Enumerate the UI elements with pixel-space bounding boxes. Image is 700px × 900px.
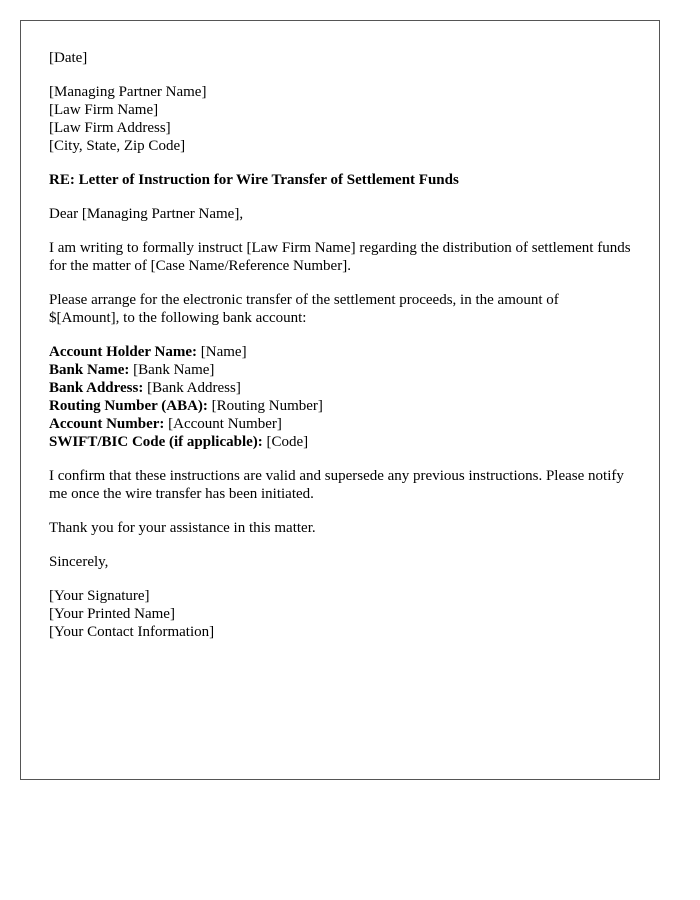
bank-detail-value: [Name] bbox=[197, 344, 247, 360]
salutation: Dear [Managing Partner Name], bbox=[49, 206, 244, 222]
bank-detail-row bbox=[49, 361, 631, 379]
contact-info-line: [Your Contact Information] bbox=[49, 624, 215, 640]
bank-detail-label: Bank Address: bbox=[49, 380, 144, 396]
bank-detail-value: [Account Number] bbox=[164, 416, 282, 432]
recipient-firm: [Law Firm Name] bbox=[49, 102, 159, 118]
bank-detail-label: Account Holder Name: bbox=[49, 344, 198, 360]
signature-block bbox=[49, 587, 631, 641]
recipient-name: [Managing Partner Name] bbox=[49, 84, 207, 100]
printed-name-line: [Your Printed Name] bbox=[49, 606, 175, 622]
paragraph-transfer-request: Please arrange for the electronic transfer of the settlement proceeds, in the amount of $[Amount], to the following bank account: bbox=[49, 292, 559, 326]
bank-detail-value: [Bank Name] bbox=[129, 362, 215, 378]
bank-detail-row bbox=[49, 415, 631, 433]
closing: Sincerely, bbox=[49, 554, 109, 570]
bank-detail-row bbox=[49, 343, 631, 361]
paragraph-confirmation: I confirm that these instructions are valid and supersede any previous instructions. Please notify me once the wire transfer has been initiated. bbox=[49, 468, 624, 502]
bank-detail-row bbox=[49, 379, 631, 397]
letter-page bbox=[20, 20, 660, 780]
bank-detail-label: SWIFT/BIC Code (if applicable): bbox=[49, 434, 263, 450]
bank-details bbox=[49, 343, 631, 451]
subject-line: RE: Letter of Instruction for Wire Transfer of Settlement Funds bbox=[49, 172, 459, 188]
paragraph-instruction: I am writing to formally instruct [Law Firm Name] regarding the distribution of settlement funds for the matter of [Case Name/Reference Number]. bbox=[49, 240, 631, 274]
bank-detail-label: Account Number: bbox=[49, 416, 165, 432]
letter-date: [Date] bbox=[49, 50, 88, 66]
date-line bbox=[49, 49, 631, 67]
recipient-city-state-zip: [City, State, Zip Code] bbox=[49, 138, 186, 154]
recipient-address bbox=[49, 83, 631, 155]
paragraph-thanks: Thank you for your assistance in this matter. bbox=[49, 520, 316, 536]
bank-detail-row bbox=[49, 397, 631, 415]
signature-line: [Your Signature] bbox=[49, 588, 150, 604]
bank-detail-label: Routing Number (ABA): bbox=[49, 398, 208, 414]
bank-detail-value: [Code] bbox=[262, 434, 309, 450]
bank-detail-value: [Routing Number] bbox=[207, 398, 323, 414]
bank-detail-label: Bank Name: bbox=[49, 362, 130, 378]
bank-detail-value: [Bank Address] bbox=[143, 380, 241, 396]
recipient-address-line: [Law Firm Address] bbox=[49, 120, 171, 136]
bank-detail-row bbox=[49, 433, 631, 451]
